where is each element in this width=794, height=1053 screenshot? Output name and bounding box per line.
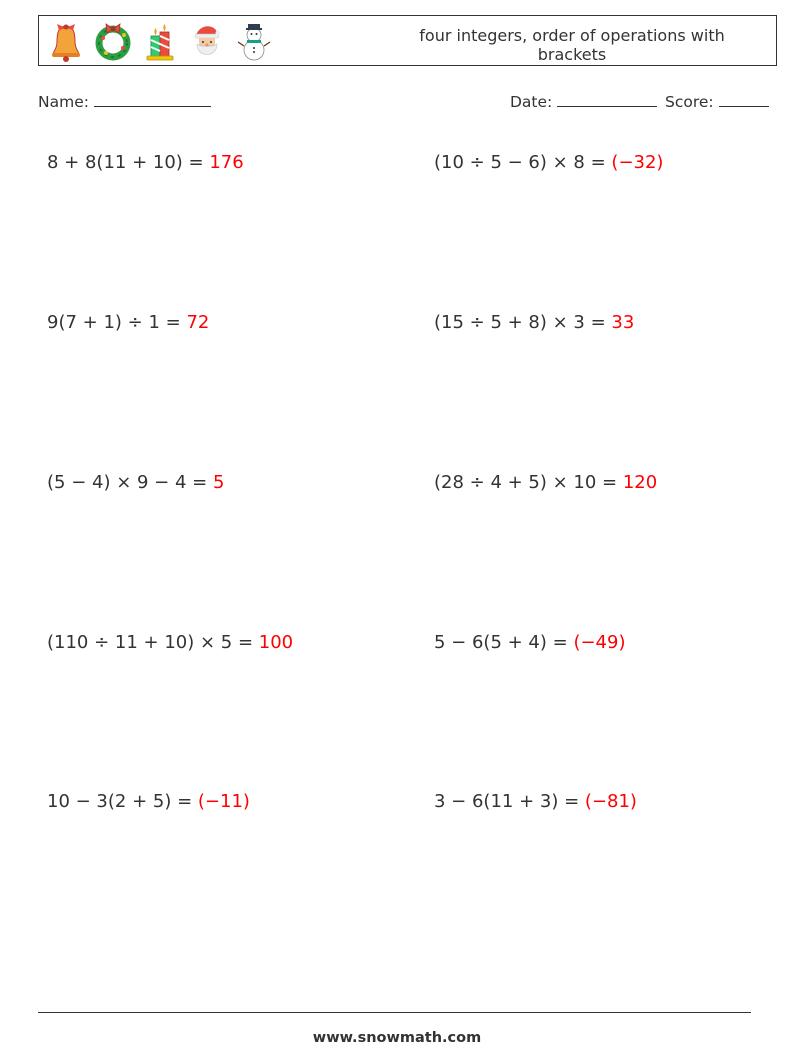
problem-expression: (15 ÷ 5 + 8) × 3 = [434,312,612,333]
problem-10 [434,791,637,812]
problem-expression: 3 − 6(11 + 3) = [434,791,585,812]
worksheet-header [38,15,777,66]
problem-answer: 120 [622,472,658,493]
problem-expression: (28 ÷ 4 + 5) × 10 = [434,472,623,493]
problem-expression: (110 ÷ 11 + 10) × 5 = [47,632,259,653]
problem-answer: 100 [258,632,294,653]
date-blank-line[interactable] [557,105,657,107]
problem-expression: (5 − 4) × 9 − 4 = [47,472,213,493]
name-field[interactable] [38,93,211,111]
problem-answer: (−11) [197,791,250,812]
problem-answer: 176 [209,152,244,173]
name-blank-line[interactable] [94,105,211,107]
problem-answer: (−49) [573,632,626,653]
problem-expression: 10 − 3(2 + 5) = [47,791,198,812]
problem-3 [47,312,209,333]
score-field[interactable] [665,93,769,111]
problem-6 [434,472,657,493]
problem-2 [434,152,663,173]
problem-expression: 9(7 + 1) ÷ 1 = [47,312,187,333]
problem-8 [434,632,625,653]
name-label: Name: [38,93,89,111]
score-blank-line[interactable] [719,105,769,107]
problem-answer: 33 [611,312,635,333]
footer-url[interactable]: www.snowmath.com [312,1030,482,1046]
problem-answer: (−32) [611,152,664,173]
score-label: Score: [665,93,714,111]
problem-9 [47,791,250,812]
date-label: Date: [510,93,553,111]
date-field[interactable] [510,93,657,111]
problem-expression: 5 − 6(5 + 4) = [434,632,574,653]
problem-answer: (−81) [584,791,637,812]
problem-4 [434,312,634,333]
problem-answer: 5 [212,472,225,493]
problem-expression: (10 ÷ 5 − 6) × 8 = [434,152,612,173]
problem-answer: 72 [186,312,210,333]
problem-1 [47,152,244,173]
worksheet-title [39,26,778,64]
problem-7 [47,632,293,653]
problem-5 [47,472,224,493]
worksheet-title-text: four integers, order of operations with brackets [419,26,725,64]
footer-divider [38,1012,751,1013]
problem-expression: 8 + 8(11 + 10) = [47,152,210,173]
